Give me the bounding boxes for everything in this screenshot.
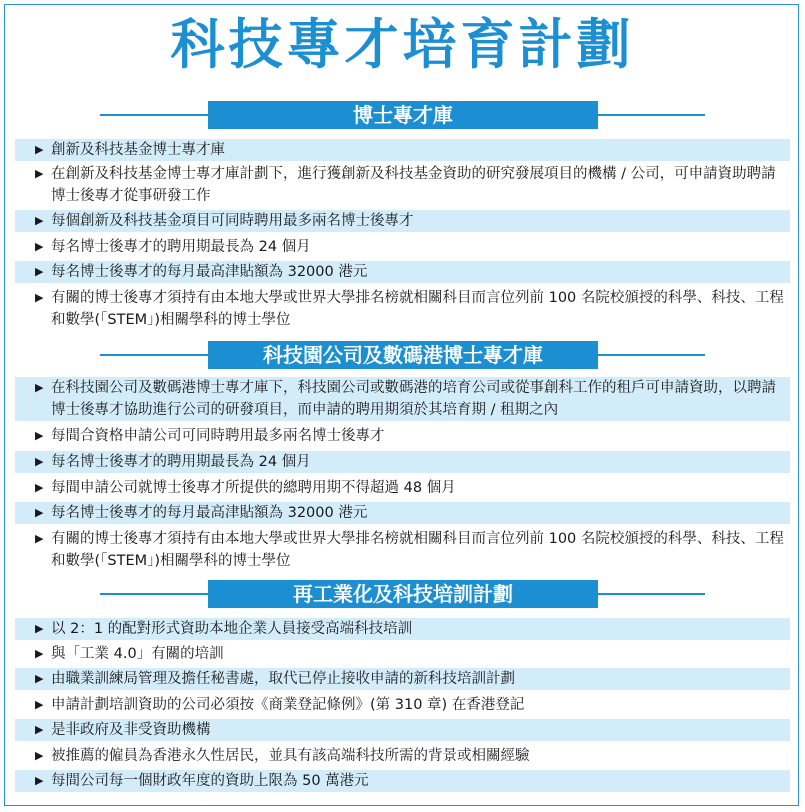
list-item-text: 創新及科技基金博士專才庫: [51, 142, 225, 158]
list-item-text: 在科技園公司及數碼港博士專才庫下，科技園公司或數碼港的培育公司或從事創科工作的租戶可申請資助，以聘請博士後專才協助進行公司的研發項目，而申請的聘用期須於其培育期 / 租期之內: [51, 380, 776, 418]
arrow-icon: ▶: [35, 240, 44, 253]
arrow-icon: ▶: [35, 774, 44, 787]
list-item-text: 每間申請公司就博士後專才所提供的總聘用期不得超過 48 個月: [51, 480, 456, 496]
section-header-stp-cyberport-talent-pool: [100, 341, 705, 369]
list-item: [15, 502, 790, 524]
list-item: [15, 719, 790, 741]
list-item-text: 每間公司每一個財政年度的資助上限為 50 萬港元: [51, 773, 369, 789]
arrow-icon: ▶: [35, 532, 44, 545]
list-item-text: 與「工業 4.0」有關的培訓: [51, 646, 224, 662]
page-title: 科技專才培育計劃: [170, 13, 635, 76]
list-item: [15, 668, 790, 690]
list-item-text: 每間合資格申請公司可同時聘用最多兩名博士後專才: [51, 428, 385, 444]
list-item: [15, 425, 790, 447]
arrow-icon: ▶: [35, 167, 44, 180]
section-header-phd-talent-pool: [100, 101, 705, 129]
list-item: [15, 163, 790, 207]
list-item: [15, 770, 790, 792]
list-item-text: 有關的博士後專才須持有由本地大學或世界大學排名榜就相關科目而言位列前 100 名院校頒授的科學、科技、工程和數學(「STEM」)相關學科的博士學位: [51, 531, 784, 569]
arrow-icon: ▶: [35, 143, 44, 156]
list-item-text: 每名博士後專才的聘用期最長為 24 個月: [51, 239, 311, 255]
list-item-text: 是非政府及非受資助機構: [51, 722, 211, 738]
list-item: [15, 377, 790, 421]
arrow-icon: ▶: [35, 749, 44, 762]
list-item-text: 每個創新及科技基金項目可同時聘用最多兩名博士後專才: [51, 213, 414, 229]
arrow-icon: ▶: [35, 214, 44, 227]
arrow-icon: ▶: [35, 481, 44, 494]
list-item: [15, 236, 790, 258]
section-heading: 博士專才庫: [208, 101, 598, 129]
list-item: [15, 643, 790, 665]
arrow-icon: ▶: [35, 647, 44, 660]
arrow-icon: ▶: [35, 265, 44, 278]
list-item: [15, 451, 790, 473]
section-heading: 科技園公司及數碼港博士專才庫: [208, 341, 598, 369]
arrow-icon: ▶: [35, 698, 44, 711]
list-item-text: 以 2：1 的配對形式資助本地企業人員接受高端科技培訓: [51, 621, 413, 637]
arrow-icon: ▶: [35, 622, 44, 635]
section-header-reindustrialisation-training: [100, 580, 705, 608]
list-item: [15, 139, 790, 161]
list-item-text: 每名博士後專才的每月最高津貼額為 32000 港元: [51, 264, 368, 280]
arrow-icon: ▶: [35, 455, 44, 468]
list-item: [15, 261, 790, 283]
arrow-icon: ▶: [35, 291, 44, 304]
section-heading: 再工業化及科技培訓計劃: [208, 580, 598, 608]
arrow-icon: ▶: [35, 429, 44, 442]
list-item-text: 申請計劃培訓資助的公司必須按《商業登記條例》(第 310 章) 在香港登記: [51, 697, 525, 713]
list-item: [15, 210, 790, 232]
arrow-icon: ▶: [35, 506, 44, 519]
list-item-text: 在創新及科技基金博士專才庫計劃下，進行獲創新及科技基金資助的研究發展項目的機構 / 公司，可申請資助聘請博士後專才從事研發工作: [51, 166, 776, 204]
arrow-icon: ▶: [35, 672, 44, 685]
list-item-text: 有關的博士後專才須持有由本地大學或世界大學排名榜就相關科目而言位列前 100 名院校頒授的科學、科技、工程和數學(「STEM」)相關學科的博士學位: [51, 290, 784, 328]
list-item-text: 每名博士後專才的每月最高津貼額為 32000 港元: [51, 505, 368, 521]
list-item: [15, 477, 790, 499]
list-item: [15, 287, 790, 331]
list-item-text: 被推薦的僱員為香港永久性居民，並具有該高端科技所需的背景或相關經驗: [51, 748, 530, 764]
list-item-text: 每名博士後專才的聘用期最長為 24 個月: [51, 454, 311, 470]
list-item: [15, 528, 790, 572]
arrow-icon: ▶: [35, 381, 44, 394]
list-item: [15, 694, 790, 716]
list-item: [15, 618, 790, 640]
list-item-text: 由職業訓練局管理及擔任秘書處，取代已停止接收申請的新科技培訓計劃: [51, 671, 515, 687]
arrow-icon: ▶: [35, 723, 44, 736]
list-item: [15, 745, 790, 767]
